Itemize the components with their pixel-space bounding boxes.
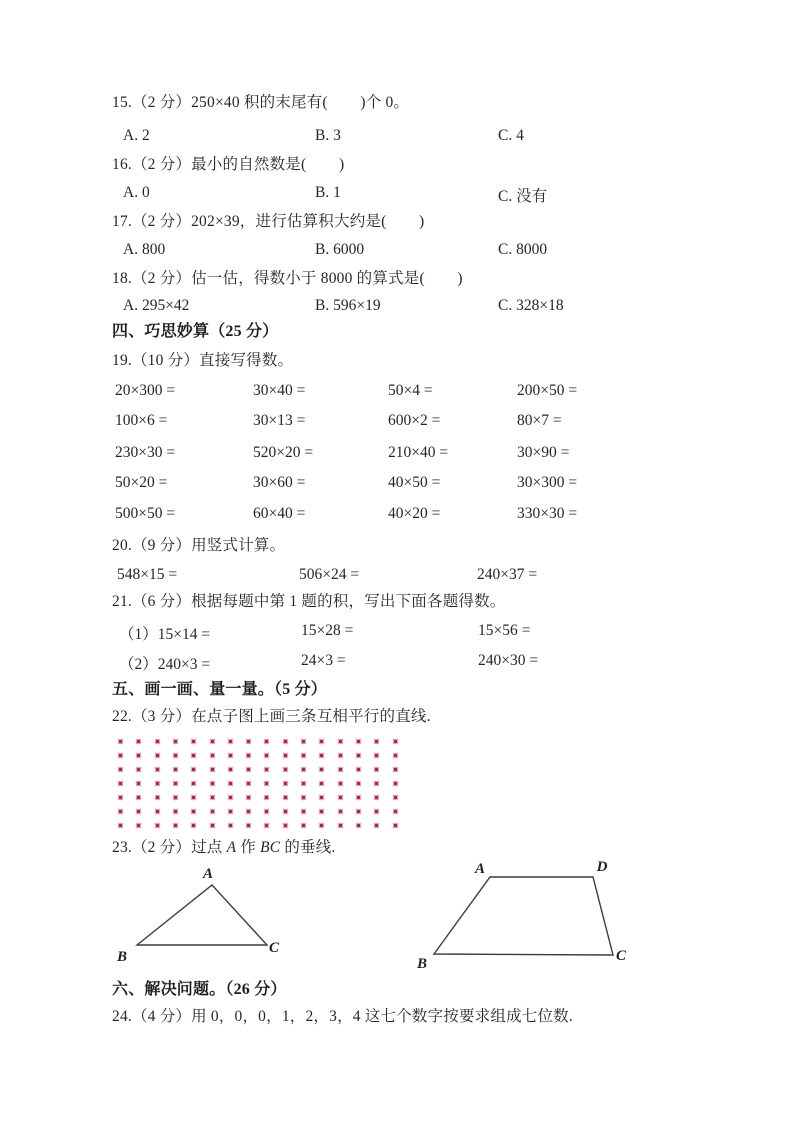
segment-bc-label: BC [260, 839, 281, 856]
q19-row [0, 382, 793, 400]
q23-pre: 23.（2 分）过点 [112, 839, 227, 856]
q19-row [0, 444, 793, 462]
equation: 50×20 = [115, 474, 168, 491]
grid-dot [247, 740, 250, 743]
equation: 50×4 = [388, 382, 433, 399]
grid-dot [229, 796, 232, 799]
grid-dot [229, 824, 232, 827]
question-19-text: 19.（10 分）直接写得数。 [112, 352, 294, 369]
option-a: A. 800 [123, 241, 166, 258]
grid-dot [229, 810, 232, 813]
grid-dot [174, 796, 177, 799]
equation: 500×50 = [115, 505, 176, 522]
grid-dot [284, 768, 287, 771]
grid-dot [211, 810, 214, 813]
grid-dot [284, 782, 287, 785]
grid-dot [174, 824, 177, 827]
question-18-text: 18.（2 分）估一估，得数小于 8000 的算式是( ) [112, 270, 463, 287]
grid-dot [375, 810, 378, 813]
grid-dot [320, 754, 323, 757]
grid-dot [192, 754, 195, 757]
grid-dot [284, 824, 287, 827]
grid-dot [211, 782, 214, 785]
grid-dot [192, 768, 195, 771]
grid-dot [174, 810, 177, 813]
q20-row [0, 566, 793, 584]
grid-dot [394, 796, 397, 799]
grid-dot [156, 782, 159, 785]
question-21-text: 21.（6 分）根据每题中第 1 题的积，写出下面各题得数。 [112, 593, 506, 610]
equation: 506×24 = [299, 566, 360, 583]
dot-grid [112, 736, 406, 834]
vertex-label-a: A [202, 866, 214, 882]
grid-dot [119, 824, 122, 827]
equation: 600×2 = [388, 412, 441, 429]
equation: 30×13 = [253, 412, 306, 429]
grid-dot [284, 754, 287, 757]
grid-dot [394, 782, 397, 785]
grid-dot [284, 796, 287, 799]
grid-dot [394, 810, 397, 813]
grid-dot [357, 768, 360, 771]
q21-row-1 [0, 622, 793, 643]
equation: 30×90 = [517, 444, 570, 461]
grid-dot [192, 782, 195, 785]
grid-dot [265, 796, 268, 799]
grid-dot [320, 740, 323, 743]
grid-dot [339, 754, 342, 757]
equation: 240×37 = [477, 566, 538, 583]
grid-dot [137, 810, 140, 813]
equation: 80×7 = [517, 412, 562, 429]
grid-dot [265, 782, 268, 785]
grid-dot [302, 796, 305, 799]
triangle-shape [137, 885, 267, 945]
section-heading-5: 五、画一画、量一量。（5 分） [112, 681, 328, 698]
grid-dot [320, 768, 323, 771]
grid-dot [394, 824, 397, 827]
grid-dot [302, 768, 305, 771]
option-b: B. 3 [315, 127, 341, 144]
equation: 240×30 = [478, 652, 539, 669]
grid-dot [302, 824, 305, 827]
grid-dot [339, 768, 342, 771]
section-heading-4: 四、巧思妙算（25 分） [112, 323, 279, 340]
q19-row [0, 505, 793, 523]
option-b: B. 596×19 [315, 297, 381, 314]
grid-dot [247, 796, 250, 799]
grid-dot [375, 796, 378, 799]
grid-dot [302, 754, 305, 757]
grid-dot [247, 768, 250, 771]
q23-post: 的垂线. [280, 839, 336, 856]
grid-dot [192, 740, 195, 743]
grid-dot [119, 768, 122, 771]
question-17-text: 17.（2 分）202×39，进行估算积大约是( ) [112, 213, 425, 230]
equation: 230×30 = [115, 444, 176, 461]
grid-dot [174, 754, 177, 757]
grid-dot [375, 740, 378, 743]
grid-dot [229, 768, 232, 771]
q23-mid: 作 [236, 839, 261, 856]
question-20-text: 20.（9 分）用竖式计算。 [112, 537, 286, 554]
grid-dot [156, 740, 159, 743]
question-18-options [0, 297, 793, 315]
q19-row [0, 412, 793, 430]
grid-dot [119, 796, 122, 799]
grid-dot [357, 824, 360, 827]
grid-dot [137, 782, 140, 785]
grid-dot [211, 740, 214, 743]
option-c: C. 4 [498, 127, 524, 144]
trapezoid-shape [434, 877, 613, 955]
grid-dot [320, 782, 323, 785]
option-b: B. 6000 [315, 241, 365, 258]
grid-dot [247, 810, 250, 813]
grid-dot [265, 810, 268, 813]
grid-dot [119, 740, 122, 743]
grid-dot [265, 768, 268, 771]
grid-dot [211, 768, 214, 771]
equation: 30×60 = [253, 474, 306, 491]
equation: 210×40 = [388, 444, 449, 461]
equation: 24×3 = [301, 652, 346, 669]
grid-dot [137, 740, 140, 743]
question-24-text: 24.（4 分）用 0，0，0，1，2，3，4 这七个数字按要求组成七位数. [112, 1008, 573, 1025]
equation: 15×56 = [478, 622, 531, 639]
vertex-label-d: D [596, 859, 608, 875]
question-16-text: 16.（2 分）最小的自然数是( ) [112, 156, 345, 173]
equation: 100×6 = [115, 412, 168, 429]
equation: 40×50 = [388, 474, 441, 491]
grid-dot [137, 796, 140, 799]
grid-dot [211, 754, 214, 757]
grid-dot [320, 824, 323, 827]
grid-dot [156, 754, 159, 757]
grid-dot [375, 754, 378, 757]
option-c: C. 没有 [498, 188, 548, 205]
option-a: A. 0 [123, 184, 150, 201]
grid-dot [394, 768, 397, 771]
equation: 60×40 = [253, 505, 306, 522]
grid-dot [156, 796, 159, 799]
grid-dot [265, 740, 268, 743]
question-22-text: 22.（3 分）在点子图上画三条互相平行的直线. [112, 708, 431, 725]
equation: （2）240×3 = [119, 656, 211, 673]
grid-dot [247, 824, 250, 827]
grid-dot [137, 768, 140, 771]
grid-dot [119, 754, 122, 757]
grid-dot [375, 782, 378, 785]
vertex-label-a: A [474, 861, 486, 877]
grid-dot [339, 824, 342, 827]
grid-dot [339, 810, 342, 813]
grid-dot [192, 810, 195, 813]
grid-dot [302, 782, 305, 785]
grid-dot [284, 810, 287, 813]
grid-dot [339, 740, 342, 743]
grid-dot [192, 824, 195, 827]
q19-row [0, 474, 793, 492]
grid-dot [320, 796, 323, 799]
grid-dot [137, 824, 140, 827]
grid-dot [211, 796, 214, 799]
grid-dot [174, 782, 177, 785]
grid-dot [284, 740, 287, 743]
option-a: A. 2 [123, 127, 150, 144]
vertex-label-b: B [416, 956, 428, 972]
equation: 520×20 = [253, 444, 314, 461]
grid-dot [119, 810, 122, 813]
vertex-label-b: B [116, 949, 128, 965]
question-15-text: 15.（2 分）250×40 积的末尾有( )个 0。 [112, 94, 410, 111]
grid-dot [394, 740, 397, 743]
grid-dot [394, 754, 397, 757]
question-16-options [0, 184, 793, 205]
equation: 30×40 = [253, 382, 306, 399]
option-b: B. 1 [315, 184, 341, 201]
grid-dot [229, 754, 232, 757]
grid-dot [211, 824, 214, 827]
grid-dot [302, 740, 305, 743]
equation: 200×50 = [517, 382, 578, 399]
grid-dot [265, 824, 268, 827]
grid-dot [156, 810, 159, 813]
grid-dot [375, 824, 378, 827]
grid-dot [357, 782, 360, 785]
option-a: A. 295×42 [123, 297, 190, 314]
grid-dot [229, 740, 232, 743]
grid-dot [174, 768, 177, 771]
grid-dot [357, 740, 360, 743]
grid-dot [156, 824, 159, 827]
option-c: C. 8000 [498, 241, 548, 258]
question-15-options [0, 127, 793, 145]
grid-dot [119, 782, 122, 785]
equation: 15×28 = [301, 622, 354, 639]
grid-dot [339, 782, 342, 785]
equation: 330×30 = [517, 505, 578, 522]
grid-dot [174, 740, 177, 743]
grid-dot [137, 754, 140, 757]
q21-row-2 [0, 652, 793, 673]
question-17-options [0, 241, 793, 259]
grid-dot [247, 754, 250, 757]
equation: 30×300 = [517, 474, 578, 491]
option-c: C. 328×18 [498, 297, 564, 314]
vertex-label-c: C [615, 948, 627, 964]
grid-dot [265, 754, 268, 757]
equation: 40×20 = [388, 505, 441, 522]
triangle-figure [110, 860, 295, 970]
equation: 20×300 = [115, 382, 176, 399]
equation: （1）15×14 = [119, 626, 211, 643]
grid-dot [229, 782, 232, 785]
grid-dot [357, 796, 360, 799]
vertex-label-c: C [268, 940, 280, 956]
equation: 548×15 = [117, 566, 178, 583]
grid-dot [357, 810, 360, 813]
grid-dot [357, 754, 360, 757]
trapezoid-figure [410, 855, 632, 973]
grid-dot [302, 810, 305, 813]
grid-dot [375, 768, 378, 771]
point-a-label: A [226, 839, 237, 856]
grid-dot [156, 768, 159, 771]
grid-dot [339, 796, 342, 799]
question-23-text [112, 839, 336, 856]
grid-dot [192, 796, 195, 799]
grid-dot [247, 782, 250, 785]
grid-dot [320, 810, 323, 813]
section-heading-6: 六、解决问题。（26 分） [112, 981, 287, 998]
